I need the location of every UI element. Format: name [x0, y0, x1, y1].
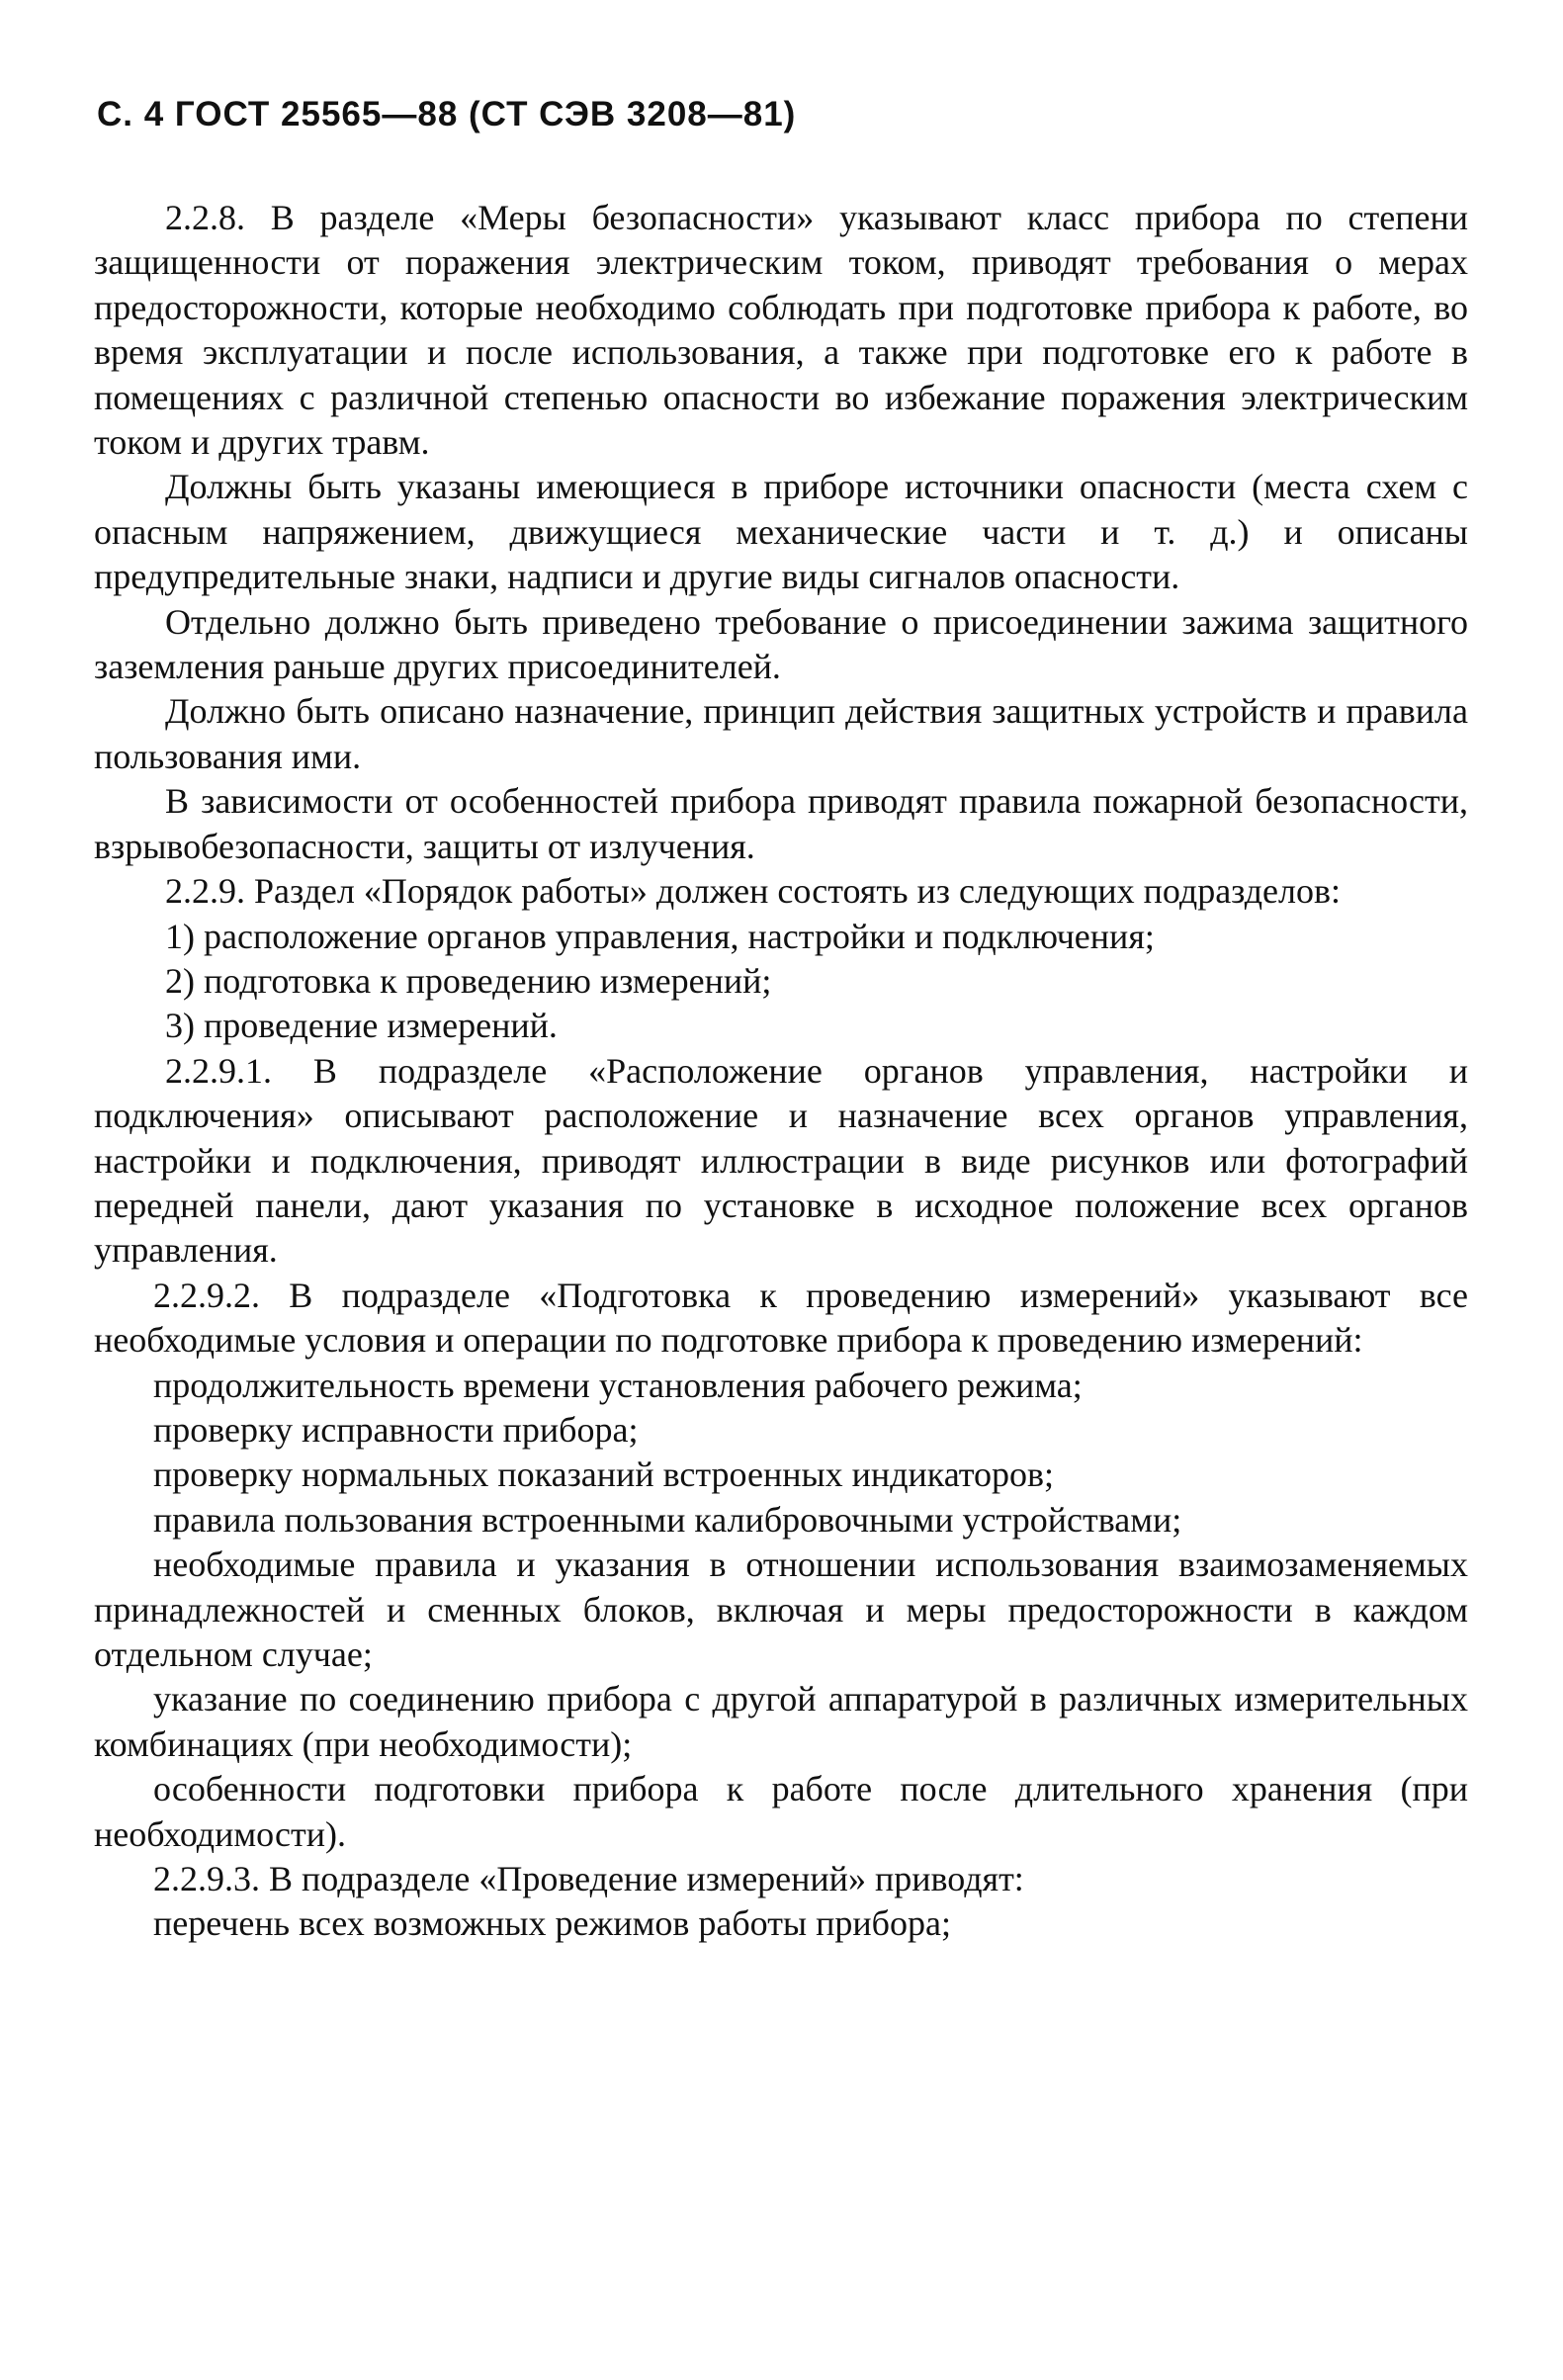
paragraph-fire-safety: В зависимости от особенностей прибора приводят правила пожарной безопасности, взрывобезопасности, защиты от излучения.	[94, 781, 1468, 866]
list-item: проверку исправности прибора;	[153, 1409, 639, 1450]
list-item: указание по соединению прибора с другой аппаратурой в различных измерительных комбинациях (при необходимости);	[94, 1679, 1468, 1764]
paragraph-2-2-9-3: 2.2.9.3. В подразделе «Проведение измерений» приводят:	[153, 1859, 1024, 1899]
document-page	[94, 95, 1468, 1947]
list-item: 1) расположение органов управления, настройки и подключения;	[165, 916, 1155, 956]
page-header: С. 4 ГОСТ 25565—88 (СТ СЭВ 3208—81)	[97, 95, 797, 133]
list-item: особенности подготовки прибора к работе после длительного хранения (при необходимости).	[94, 1769, 1468, 1854]
list-item: правила пользования встроенными калибровочными устройствами;	[153, 1499, 1182, 1540]
list-item: 3) проведение измерений.	[165, 1006, 558, 1046]
paragraph-grounding: Отдельно должно быть приведено требование о присоединении зажима защитного заземления раньше других присоединителей.	[94, 601, 1468, 687]
list-item: необходимые правила и указания в отношении использования взаимозаменяемых принадлежностей и сменных блоков, включая и меры предосторожности в каждом отдельном случае;	[94, 1544, 1468, 1674]
paragraph-2-2-9-2: 2.2.9.2. В подразделе «Подготовка к проведению измерений» указывают все необходимые условия и операции по подготовке прибора к проведению измерений:	[94, 1275, 1468, 1361]
list-item: продолжительность времени установления рабочего режима;	[153, 1365, 1083, 1405]
list-item: проверку нормальных показаний встроенных индикаторов;	[153, 1454, 1055, 1495]
paragraph-2-2-8: 2.2.8. В разделе «Меры безопасности» указывают класс прибора по степени защищенности от поражения электрическим током, приводят требования о мерах предосторожности, которые необходимо соблюдать при подготовке прибора к работе, во время эксплуатации и после использования, а также при подготовке его к работе в помещениях с различной степенью опасности во избежание поражения электрическим током и других травм.	[94, 198, 1468, 463]
paragraph-2-2-9-1: 2.2.9.1. В подразделе «Расположение органов управления, настройки и подключения» описывают расположение и назначение всех органов управления, настройки и подключения, приводят иллюстрации в виде рисунков или фотографий передней панели, дают указания по установке в исходное положение всех органов управления.	[94, 1050, 1468, 1271]
paragraph-2-2-9: 2.2.9. Раздел «Порядок работы» должен состоять из следующих подразделов:	[165, 871, 1342, 912]
paragraph-hazard-sources: Должны быть указаны имеющиеся в приборе источники опасности (места схем с опасным напряжением, движущиеся механические части и т. д.) и описаны предупредительные знаки, надписи и другие виды сигналов опасности.	[94, 467, 1468, 597]
list-item: 2) подготовка к проведению измерений;	[165, 960, 772, 1001]
paragraph-protective-devices: Должно быть описано назначение, принцип действия защитных устройств и правила пользования ими.	[94, 691, 1468, 776]
document-body	[94, 196, 1468, 1947]
list-item: перечень всех возможных режимов работы прибора;	[153, 1903, 951, 1944]
